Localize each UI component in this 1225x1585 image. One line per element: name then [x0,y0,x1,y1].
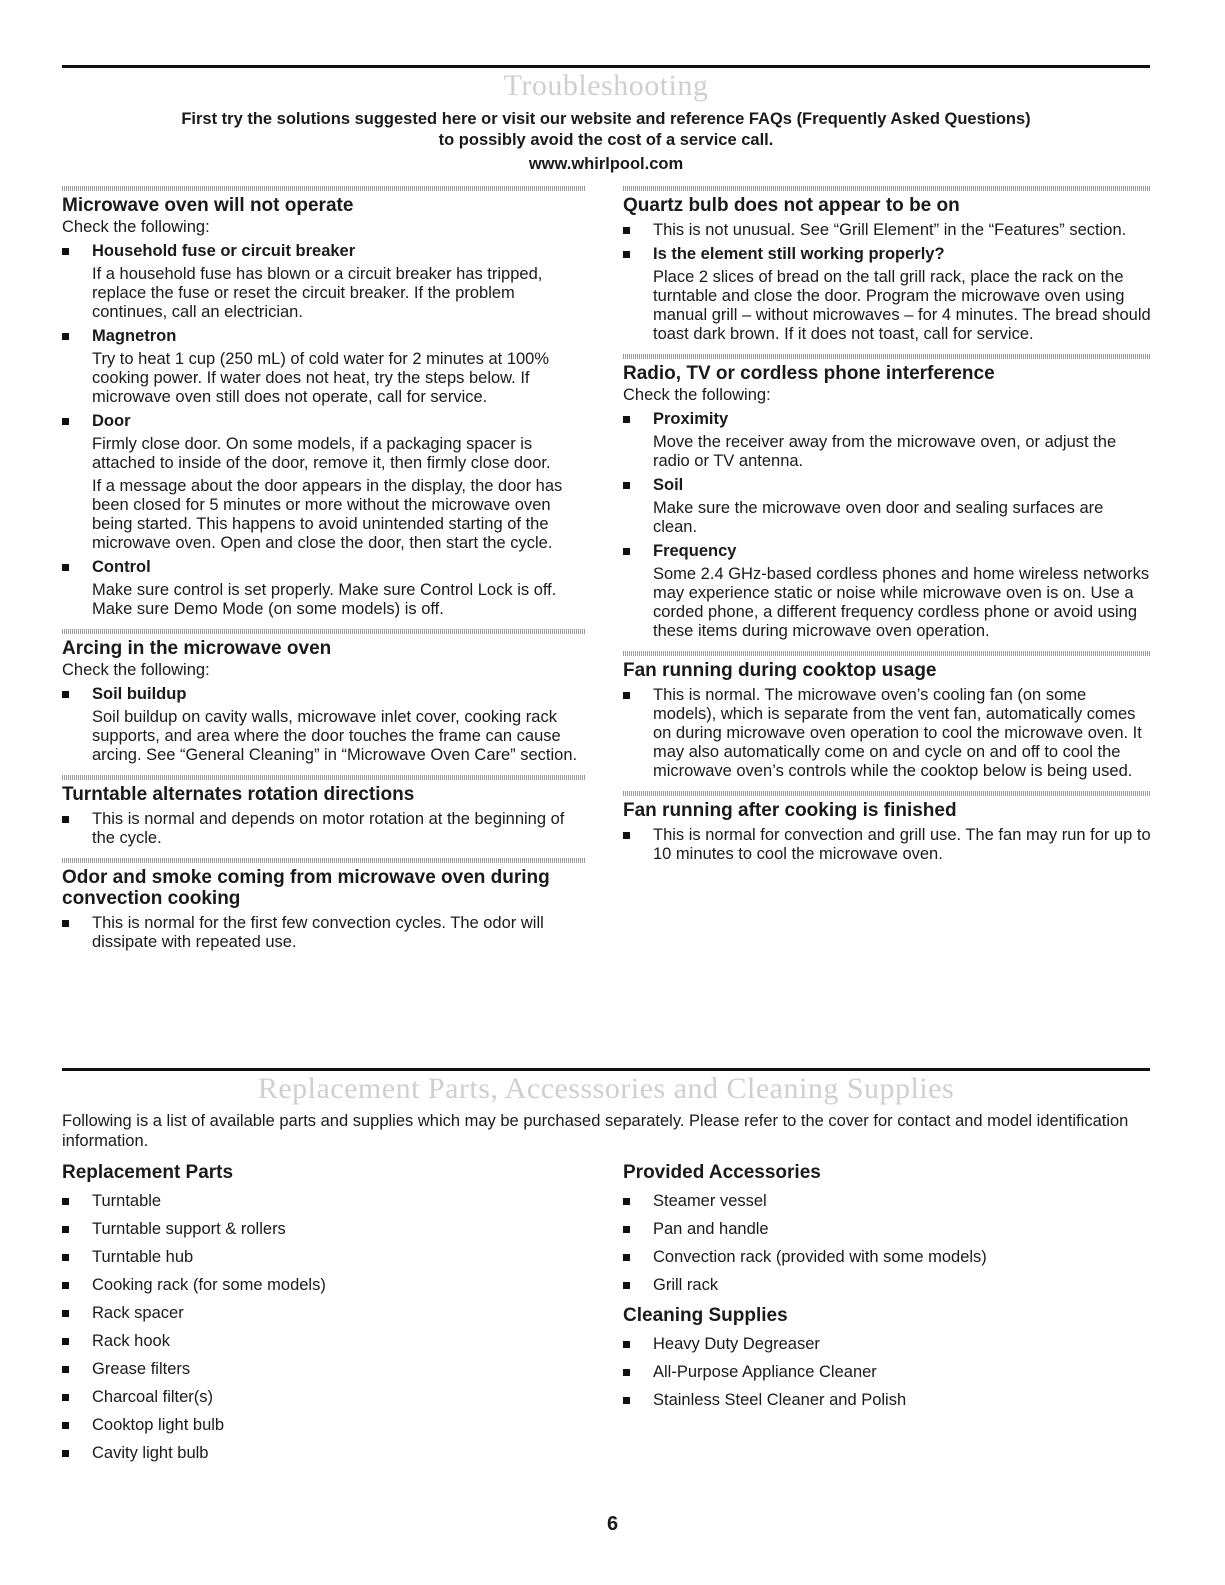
trouble-heading: Odor and smoke coming from microwave oven during convection cooking [62,867,550,909]
trouble-item [623,826,1151,864]
trouble-item [623,686,1151,781]
list-item [62,1388,586,1408]
item-body: Place 2 slices of bread on the tall grill rack, place the rack on the turntable and close the door. Program the microwave oven using manual grill – without microwaves – for 4 minutes. The bread should toast dark brown. If it does not toast, call for service. [653,268,1151,343]
trouble-block [62,775,586,848]
item-body: Some 2.4 GHz-based cordless phones and home wireless networks may experience static or noise while microwave oven is on. Use a corded phone, a different frequency cordless phone or avoid using these items during microwave oven operation. [653,565,1150,640]
bullet-icon [623,1282,630,1289]
list-item [623,1192,1151,1212]
item-body: Move the receiver away from the microwave oven, or adjust the radio or TV antenna. [653,433,1117,470]
trouble-item [62,685,586,765]
trouble-block [623,354,1151,641]
intro-line-2: to possibly avoid the cost of a service call. [438,131,774,149]
item-body: If a household fuse has blown or a circuit breaker has tripped, replace the fuse or reset the circuit breaker. If the problem continues, call an electrician. [92,265,543,321]
item-body: This is normal. The microwave oven’s cooling fan (on some models), which is separate from the vent fan, automatically comes on during microwave oven operation to cool the microwave oven. It may also automatically come on and cycle on and off to cool the microwave oven’s controls while the cooktop below is being used. [653,686,1142,780]
list-item-label: Grease filters [92,1359,191,1378]
accessories-section [623,1162,1151,1410]
check-lead: Check the following: [62,661,210,679]
item-label: Is the element still working properly? [653,245,945,263]
list-item [623,1220,1151,1240]
page-number: 6 [606,1513,619,1535]
list-item-label: Stainless Steel Cleaner and Polish [653,1390,907,1409]
bullet-icon [62,1366,69,1373]
hatched-divider [62,629,586,634]
bullet-icon [62,1422,69,1429]
replacement-parts-list [62,1192,586,1464]
item-label: Door [92,412,131,430]
bullet-icon [62,691,69,698]
list-item-label: Charcoal filter(s) [92,1387,214,1406]
bullet-icon [623,1226,630,1233]
trouble-item [623,221,1151,240]
hatched-divider [623,186,1151,191]
intro-line-1: First try the solutions suggested here or visit our website and reference FAQs (Frequently Asked Questions) [181,110,1031,128]
list-item [623,1248,1151,1268]
bullet-icon [623,227,630,234]
trouble-block [62,629,586,765]
bullet-icon [62,1282,69,1289]
parts-title: Replacement Parts, Accesssories and Cleaning Supplies [257,1072,955,1105]
bullet-icon [62,1226,69,1233]
list-item [623,1391,1151,1411]
bullet-icon [623,251,630,258]
item-label: Frequency [653,542,737,560]
hatched-divider [62,775,586,780]
parts-rule [62,1068,1150,1071]
item-label: Magnetron [92,327,177,345]
list-item-label: Heavy Duty Degreaser [653,1334,820,1353]
trouble-item [62,242,586,322]
list-item-label: Rack hook [92,1331,170,1350]
item-body: This is not unusual. See “Grill Element” in the “Features” section. [653,221,1127,239]
item-body: This is normal for convection and grill use. The fan may run for up to 10 minutes to cool the microwave oven. [653,826,1151,863]
bullet-icon [62,816,69,823]
trouble-heading: Quartz bulb does not appear to be on [623,195,960,216]
item-label: Household fuse or circuit breaker [92,242,356,260]
list-item [62,1192,586,1212]
bullet-icon [623,548,630,555]
item-body: Try to heat 1 cup (250 mL) of cold water for 2 minutes at 100% cooking power. If water does not heat, try the steps below. If microwave oven still does not operate, call for service. [92,350,550,406]
trouble-item [623,245,1151,344]
bullet-icon [62,248,69,255]
list-item-label: Grill rack [653,1275,719,1294]
bullet-icon [62,1254,69,1261]
bullet-icon [62,333,69,340]
item-body: This is normal and depends on motor rotation at the beginning of the cycle. [92,810,565,847]
troubleshooting-right-column [623,186,1151,864]
trouble-heading: Arcing in the microwave oven [62,638,332,659]
trouble-item [623,476,1151,537]
item-label: Soil buildup [92,685,187,703]
item-label: Control [92,558,151,576]
trouble-item [623,410,1151,471]
replacement-parts-heading: Replacement Parts [62,1162,234,1183]
hatched-divider [62,186,586,191]
list-item [62,1332,586,1352]
bullet-icon [62,1310,69,1317]
list-item [62,1416,586,1436]
item-body: This is normal for the first few convection cycles. The odor will dissipate with repeated use. [92,914,544,951]
trouble-block [623,651,1151,781]
trouble-heading: Fan running after cooking is finished [623,800,957,821]
trouble-item [62,327,586,407]
troubleshooting-left-column [62,186,586,952]
list-item-label: Turntable support & rollers [92,1219,286,1238]
accessories-list [623,1192,1151,1296]
item-body: Make sure control is set properly. Make sure Control Lock is off. Make sure Demo Mode (on some models) is off. [92,581,557,618]
trouble-block [62,858,586,952]
trouble-heading: Microwave oven will not operate [62,195,354,216]
hatched-divider [62,858,586,863]
top-rule [62,65,1150,68]
item-label: Soil [653,476,684,494]
list-item [623,1276,1151,1296]
check-lead: Check the following: [62,218,210,236]
hatched-divider [623,651,1151,656]
list-item-label: Rack spacer [92,1303,184,1322]
list-item [62,1276,586,1296]
item-body: If a message about the door appears in the display, the door has been closed for 5 minutes or more without the microwave oven being started. This happens to avoid unintended starting of the microwave oven. Open and close the door, then start the cycle. [92,477,563,552]
hatched-divider [623,354,1151,359]
bullet-icon [623,482,630,489]
trouble-item [623,542,1151,641]
hatched-divider [623,791,1151,796]
list-item-label: All-Purpose Appliance Cleaner [653,1362,877,1381]
cleaning-supplies-list [623,1335,1151,1411]
item-body: Firmly close door. On some models, if a packaging spacer is attached to inside of the door, remove it, then firmly close door. [92,435,551,472]
list-item [62,1304,586,1324]
list-item [62,1248,586,1268]
trouble-block [62,186,586,619]
bullet-icon [623,832,630,839]
trouble-heading: Fan running during cooktop usage [623,660,937,681]
bullet-icon [623,1341,630,1348]
list-item-label: Steamer vessel [653,1191,767,1210]
accessories-heading: Provided Accessories [623,1162,821,1183]
list-item [62,1360,586,1380]
trouble-item [62,914,586,952]
trouble-heading: Turntable alternates rotation directions [62,784,415,805]
bullet-icon [623,1198,630,1205]
bullet-icon [62,564,69,571]
bullet-icon [623,1369,630,1376]
trouble-heading: Radio, TV or cordless phone interference [623,363,995,384]
troubleshooting-title: Troubleshooting [503,69,709,102]
list-item [623,1335,1151,1355]
bullet-icon [623,416,630,423]
bullet-icon [623,1397,630,1404]
troubleshooting-intro [62,109,1150,175]
trouble-item [62,810,586,848]
item-label: Proximity [653,410,729,428]
list-item [62,1220,586,1240]
bullet-icon [62,418,69,425]
website-link[interactable]: www.whirlpool.com [528,155,684,173]
check-lead: Check the following: [623,386,771,404]
bullet-icon [62,1338,69,1345]
parts-intro: Following is a list of available parts and supplies which may be purchased separately. Please refer to the cover for contact and model identification information. [62,1112,1129,1150]
cleaning-heading: Cleaning Supplies [623,1305,788,1326]
list-item-label: Turntable hub [92,1247,194,1266]
bullet-icon [62,1198,69,1205]
list-item-label: Pan and handle [653,1219,769,1238]
list-item [623,1363,1151,1383]
list-item-label: Cooking rack (for some models) [92,1275,326,1294]
trouble-item [62,558,586,619]
trouble-block [623,791,1151,864]
bullet-icon [62,1450,69,1457]
bullet-icon [623,1254,630,1261]
replacement-parts-section [62,1162,586,1463]
item-body: Make sure the microwave oven door and sealing surfaces are clean. [653,499,1104,536]
item-body: Soil buildup on cavity walls, microwave inlet cover, cooking rack supports, and area where the door touches the frame can cause arcing. See “General Cleaning” in “Microwave Oven Care” section. [92,708,578,764]
list-item-label: Cavity light bulb [92,1443,209,1462]
trouble-block [623,186,1151,344]
list-item-label: Cooktop light bulb [92,1415,225,1434]
bullet-icon [623,692,630,699]
trouble-item [62,412,586,553]
bullet-icon [62,920,69,927]
bullet-icon [62,1394,69,1401]
list-item-label: Convection rack (provided with some models) [653,1247,987,1266]
list-item-label: Turntable [92,1191,162,1210]
list-item [62,1444,586,1464]
